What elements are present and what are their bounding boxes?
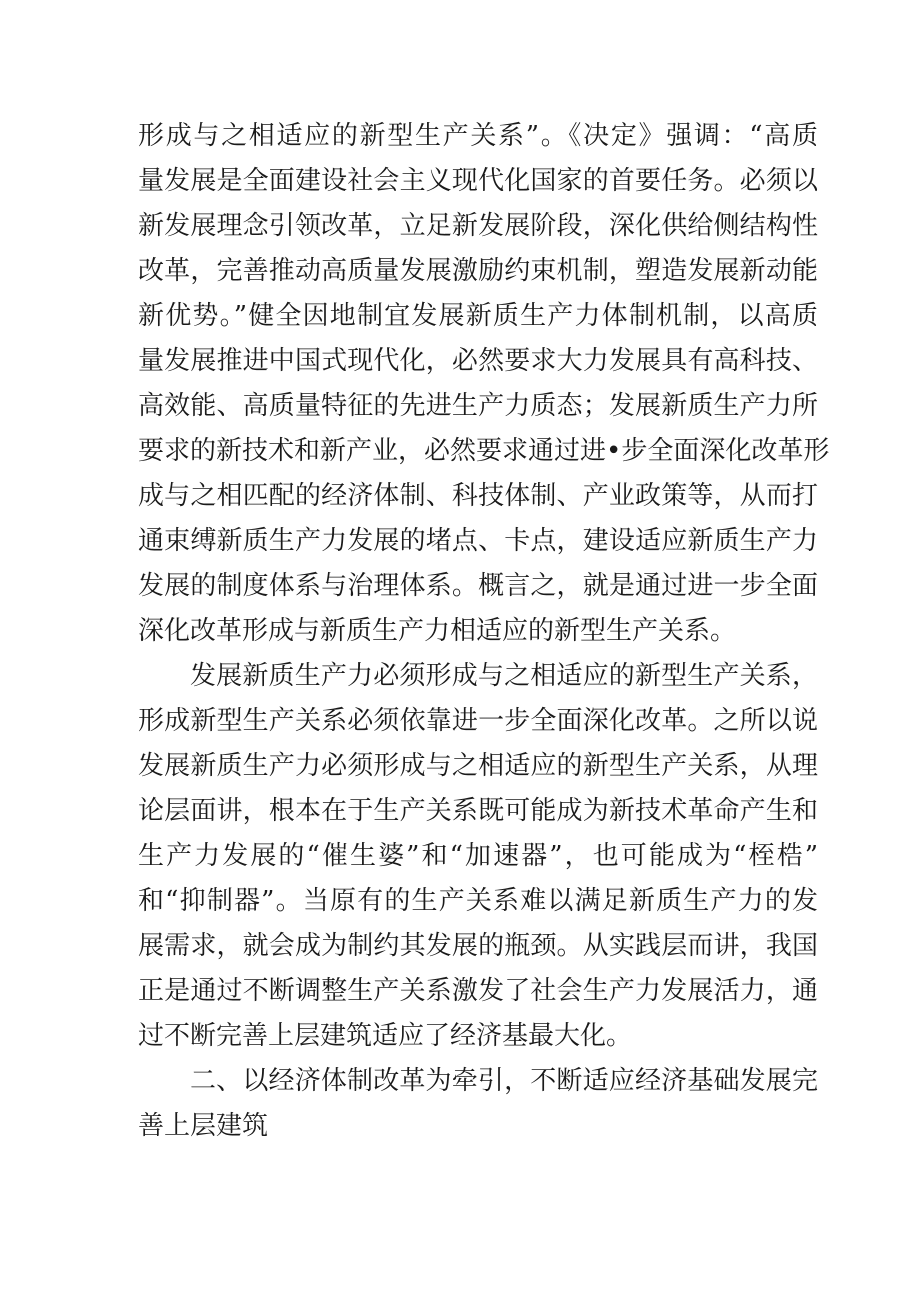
text-line: 展需求，就会成为制约其发展的瓶颈。从实践层而讲，我国 bbox=[138, 931, 818, 961]
text-line: 和“抑制器”。当原有的生产关系难以满足新质生产力的发 bbox=[138, 886, 818, 916]
text-line: 过不断完善上层建筑适应了经济基最大化。 bbox=[138, 1021, 633, 1051]
text-line: 量发展是全面建设社会主义现代化国家的首要任务。必须以 bbox=[138, 166, 818, 196]
document-body bbox=[138, 114, 830, 1149]
text-line: 发展新质生产力必须形成与之相适应的新型生产关系，从理 bbox=[138, 751, 818, 781]
text-line: 新优势。”健全因地制宜发展新质生产力体制机制，以高质 bbox=[138, 301, 818, 331]
text-line: 成与之相匹配的经济体制、科技体制、产业政策等，从而打 bbox=[138, 481, 818, 511]
text-line: 量发展推进中国式现代化，必然要求大力发展具有高科技、 bbox=[138, 346, 818, 376]
text-line: 形成与之相适应的新型生产关系”。《决定》强调：“高质 bbox=[138, 121, 818, 151]
text-line: 要求的新技术和新产业，必然要求通过进•步全面深化改革形 bbox=[138, 436, 830, 466]
text-line: 新发展理念引领改革，立足新发展阶段，深化供给侧结构性 bbox=[138, 211, 818, 241]
text-line: 生产力发展的“催生婆”和“加速器”，也可能成为“桎梏” bbox=[138, 841, 818, 871]
text-line: 改革，完善推动高质量发展激励约束机制，塑造发展新动能 bbox=[138, 256, 818, 286]
text-line: 正是通过不断调整生产关系激发了社会生产力发展活力，通 bbox=[138, 976, 818, 1006]
paragraph-1 bbox=[138, 114, 830, 654]
section-heading bbox=[138, 1059, 818, 1149]
text-line: 善上层建筑 bbox=[138, 1111, 269, 1141]
text-line: 高效能、高质量特征的先进生产力质态；发展新质生产力所 bbox=[138, 391, 818, 421]
text-line: 论层面讲，根本在于生产关系既可能成为新技术革命产生和 bbox=[138, 796, 818, 826]
text-line: 二、以经济体制改革为牵引，不断适应经济基础发展完 bbox=[190, 1066, 818, 1096]
text-line: 通束缚新质生产力发展的堵点、卡点，建设适应新质生产力 bbox=[138, 526, 818, 556]
text-line: 形成新型生产关系必须依靠进一步全面深化改革。之所以说 bbox=[138, 706, 818, 736]
text-line: 发展的制度体系与治理体系。概言之，就是通过进一步全面 bbox=[138, 571, 818, 601]
paragraph-2 bbox=[138, 654, 818, 1059]
text-line: 发展新质生产力必须形成与之相适应的新型生产关系， bbox=[190, 661, 818, 691]
text-line: 深化改革形成与新质生产力相适应的新型生产关系。 bbox=[138, 616, 737, 646]
